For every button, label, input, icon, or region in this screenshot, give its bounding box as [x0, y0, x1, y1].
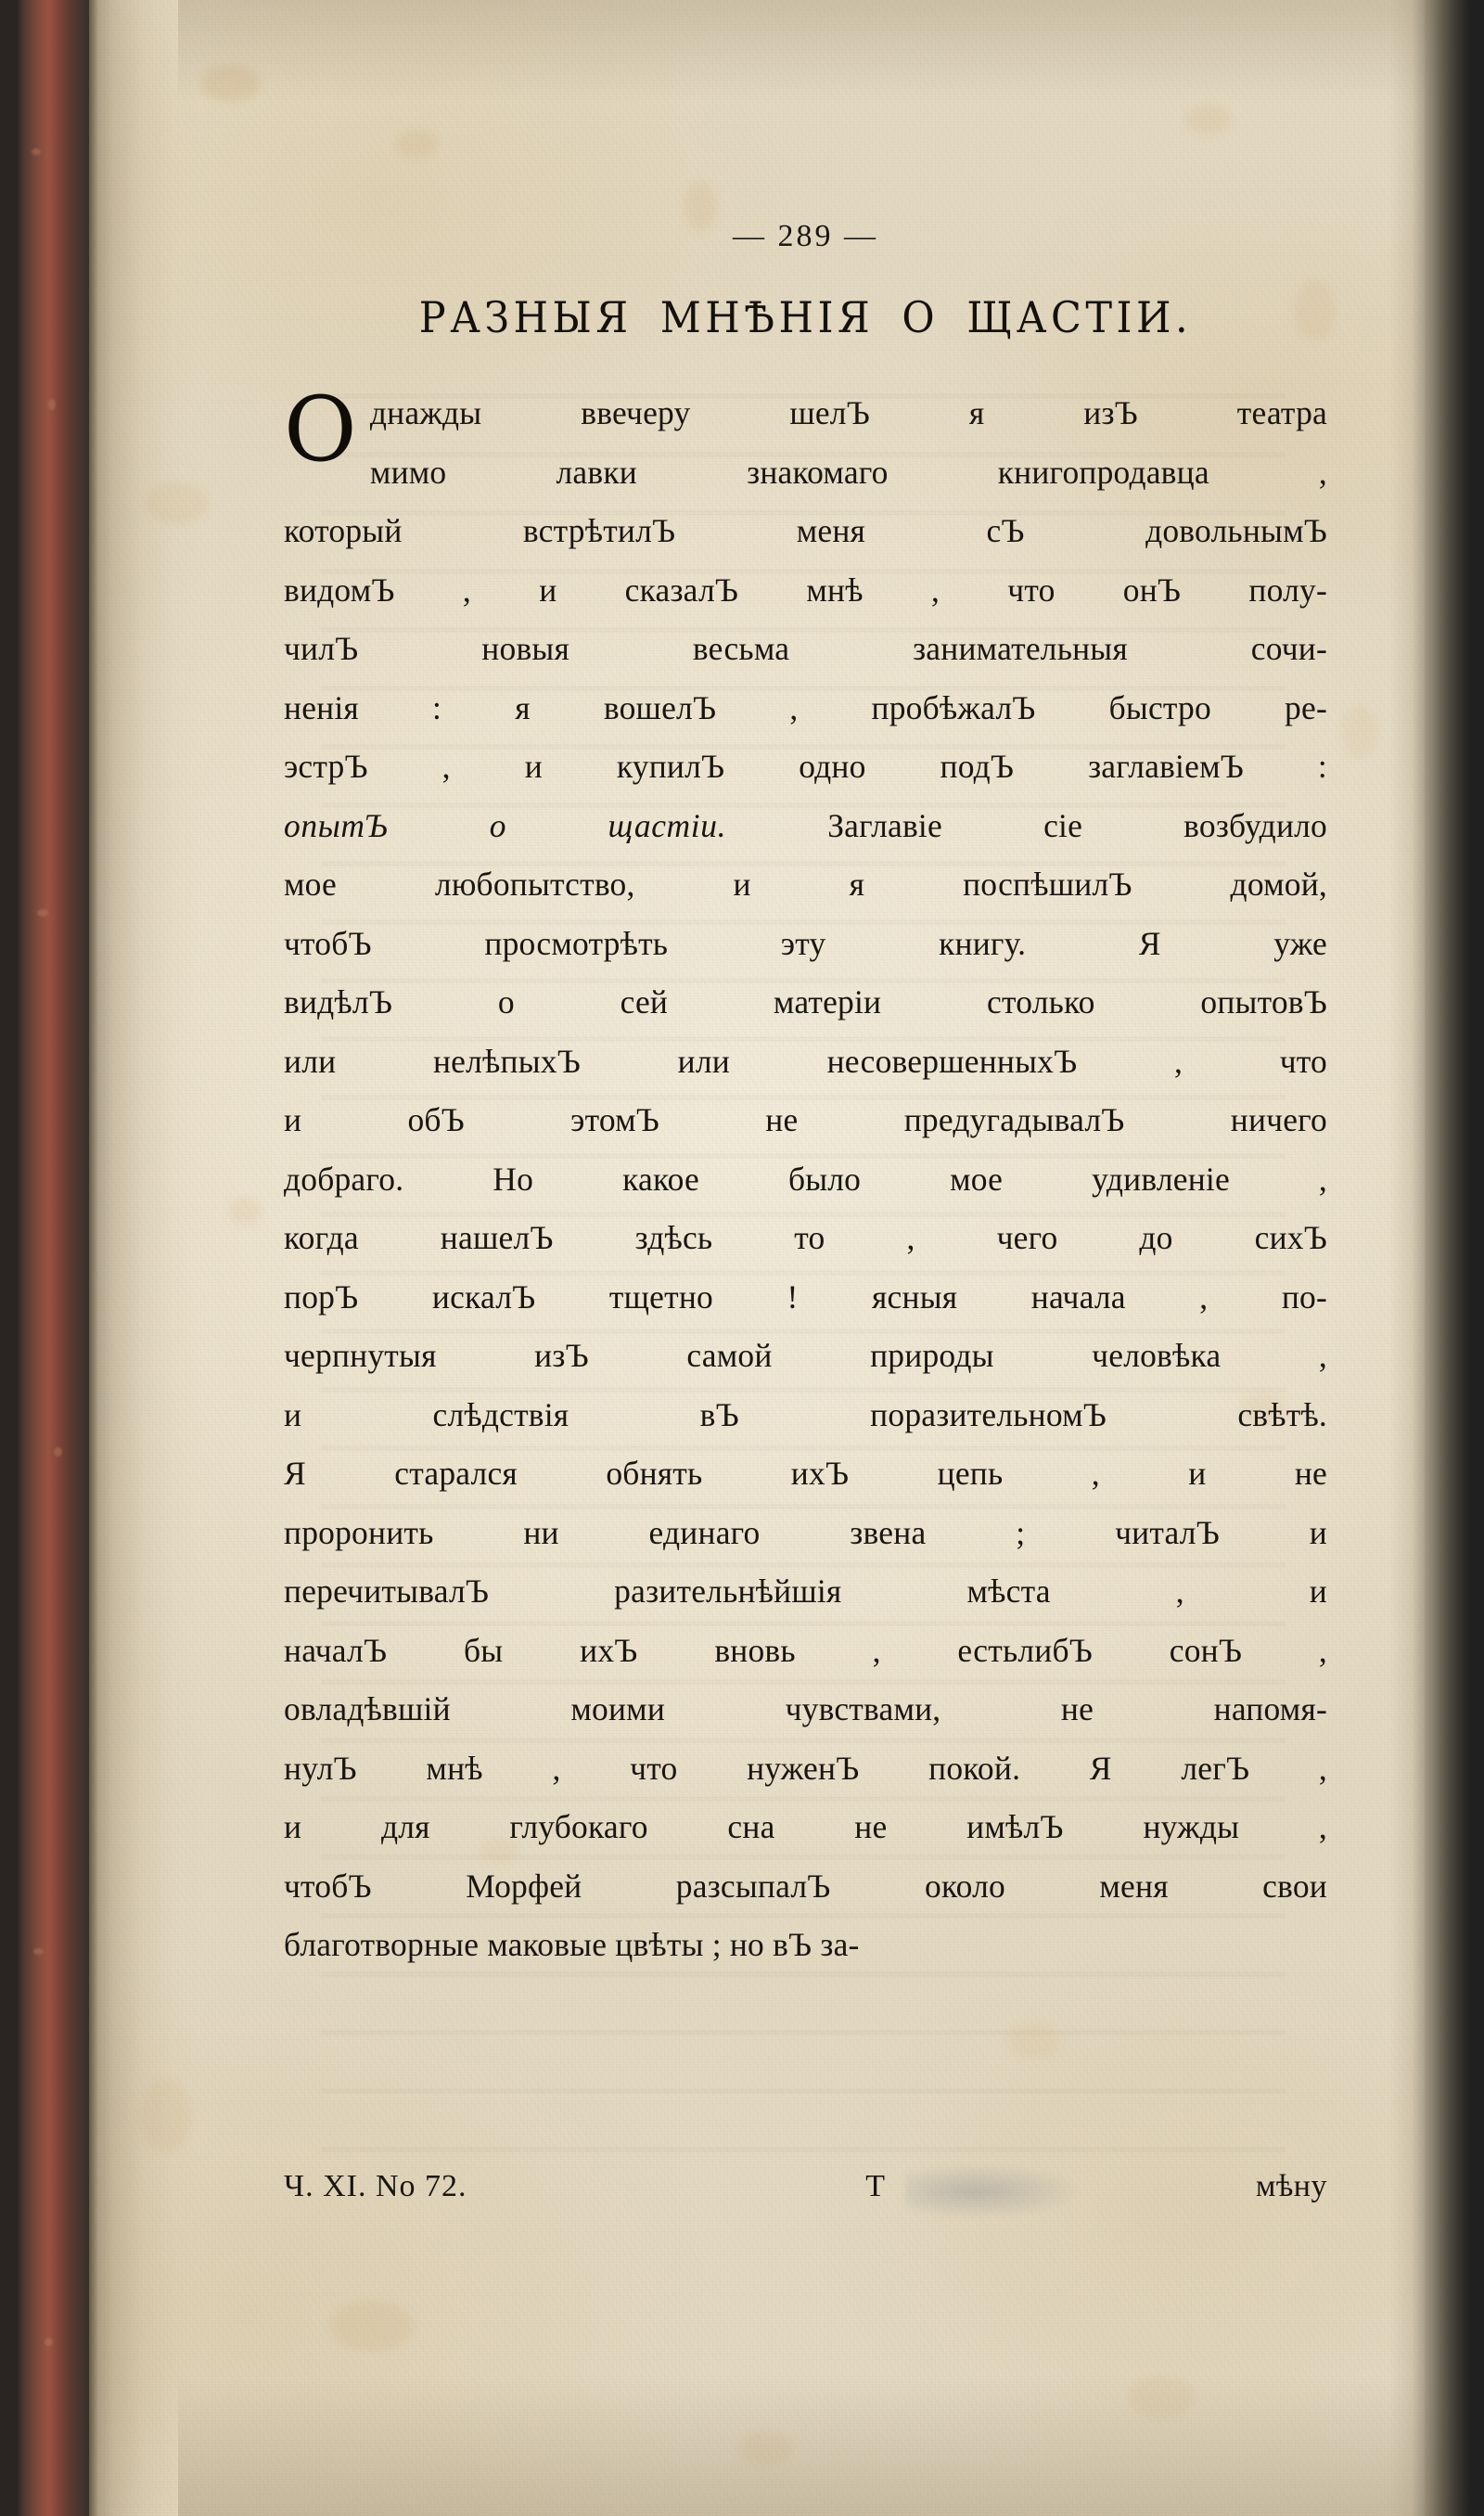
text-line: мимо лавки знакомаго книгопродавца , — [369, 453, 1327, 491]
text-line: видомЪ , и сказалЪ мнѣ , что онЪ полу- — [284, 571, 1327, 609]
text-line: благотворные маковые цвѣты ; но вЪ за- — [284, 1926, 860, 1963]
text-line: началЪ бы ихЪ вновь , естьлибЪ сонЪ , — [284, 1631, 1327, 1669]
text-line: овладѣвшій моими чувствами, не напомя- — [284, 1690, 1327, 1727]
type-block — [284, 219, 1327, 1975]
text-line: нулЪ мнѣ , что нуженЪ покой. Я легЪ , — [284, 1749, 1327, 1787]
text-line-with-book-title — [284, 797, 1327, 856]
text-line: который встрѣтилЪ меня сЪ довольнымЪ — [284, 512, 1327, 549]
volume-issue-signature: Ч. XI. No 72. — [284, 2169, 467, 2203]
text-line: порЪ искалЪ тщетно ! ясныя начала , по- — [284, 1277, 1327, 1316]
text-line: и для глубокаго сна не имѣлЪ нужды , — [284, 1808, 1327, 1845]
text-line: видѣлЪ о сей матеріи столько опытовЪ — [284, 983, 1327, 1021]
text-line: перечитывалЪ разительнѣйшія мѣста , и — [284, 1572, 1327, 1610]
text-line: когда нашелЪ здѣсь то , чего до сихЪ — [284, 1219, 1327, 1256]
text-line: днажды ввечеру шелЪ я изЪ театра — [369, 394, 1327, 431]
text-line: добраго. Но какое было мое удивленіе , — [284, 1160, 1327, 1198]
text-line: и обЪ этомЪ не предугадывалЪ ничего — [284, 1101, 1327, 1138]
text-line: проронить ни единаго звена ; читалЪ и — [284, 1513, 1327, 1551]
folio-page-number: — 289 — — [733, 219, 878, 253]
text-line: чтобЪ Морфей разсыпалЪ около меня свои — [284, 1867, 1327, 1905]
catchword: мѣну — [1255, 2169, 1327, 2203]
text-line: черпнутыя изЪ самой природы человѣка , — [284, 1337, 1327, 1374]
text-line: ненія : я вошелЪ , пробѣжалЪ быстро ре- — [284, 688, 1327, 726]
sheet-signature-mark: Т — [865, 2169, 886, 2203]
article-headline: РАЗНЫЯ МНѢНІЯ О ЩАСТІИ. — [418, 293, 1193, 343]
article-body — [284, 378, 1328, 1975]
page-footer-line — [284, 2169, 1327, 2204]
text-line: мое любопытство, и я поспѣшилЪ домой, — [284, 866, 1327, 903]
text-line: или нелѣпыхЪ или несовершенныхЪ , что — [284, 1042, 1327, 1080]
text-line: чтобЪ просмотрѣть эту книгу. Я уже — [284, 924, 1327, 962]
paper-sheet — [89, 0, 1425, 2516]
drop-cap-initial: О — [284, 378, 357, 481]
text-line: Я старался обнять ихЪ цепь , и не — [284, 1455, 1327, 1492]
page-bottom-shading — [178, 2377, 1484, 2516]
text-line: и слѣдствія вЪ поразительномЪ свѣтѣ. — [284, 1395, 1327, 1433]
page-top-shading — [178, 0, 1484, 102]
book-title-italic: опытЪ о щастіи. — [284, 806, 727, 844]
text-line-remainder: Заглавіе сіе возбудило — [726, 806, 1328, 844]
text-line: эстрЪ , и купилЪ одно подЪ заглавіемЪ : — [284, 748, 1327, 785]
text-line: чилЪ новыя весьма занимательныя сочи- — [284, 630, 1327, 667]
